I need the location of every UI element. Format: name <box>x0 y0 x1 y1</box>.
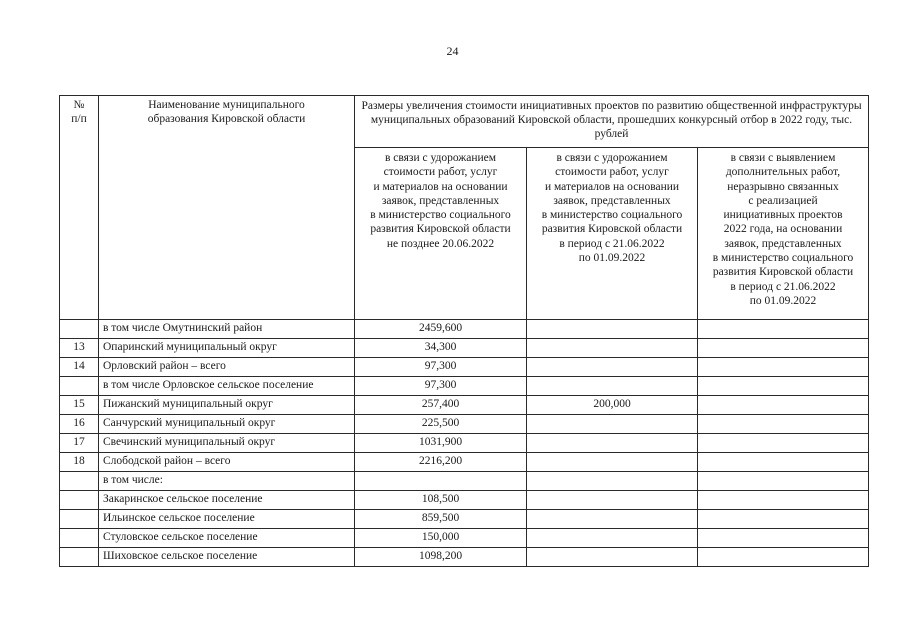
table-row <box>60 320 869 339</box>
row-municipality-name: Свечинский муниципальный округ <box>99 434 355 453</box>
row-value-before-20-06: 257,400 <box>355 396 527 415</box>
row-value-before-20-06: 34,300 <box>355 339 527 358</box>
table-row <box>60 529 869 548</box>
table-row <box>60 358 869 377</box>
row-value-before-20-06: 150,000 <box>355 529 527 548</box>
row-value-before-20-06: 2216,200 <box>355 453 527 472</box>
row-value-additional-works <box>698 396 869 415</box>
row-municipality-name: Ильинское сельское поселение <box>99 510 355 529</box>
row-value-21-06-to-01-09 <box>527 510 698 529</box>
table-row <box>60 434 869 453</box>
row-value-before-20-06: 1031,900 <box>355 434 527 453</box>
row-number: 13 <box>60 339 99 358</box>
table-row <box>60 548 869 567</box>
funding-table <box>59 95 869 567</box>
row-value-before-20-06: 108,500 <box>355 491 527 510</box>
table-row <box>60 377 869 396</box>
row-value-21-06-to-01-09 <box>527 377 698 396</box>
row-value-21-06-to-01-09 <box>527 434 698 453</box>
row-value-before-20-06: 97,300 <box>355 358 527 377</box>
row-value-before-20-06: 1098,200 <box>355 548 527 567</box>
row-value-21-06-to-01-09 <box>527 529 698 548</box>
row-municipality-name: в том числе: <box>99 472 355 491</box>
row-municipality-name: Закаринское сельское поселение <box>99 491 355 510</box>
row-value-additional-works <box>698 320 869 339</box>
row-number <box>60 320 99 339</box>
row-municipality-name: Стуловское сельское поселение <box>99 529 355 548</box>
row-value-21-06-to-01-09 <box>527 491 698 510</box>
row-number: 18 <box>60 453 99 472</box>
row-number: 16 <box>60 415 99 434</box>
row-number <box>60 510 99 529</box>
row-value-additional-works <box>698 453 869 472</box>
row-value-additional-works <box>698 529 869 548</box>
row-value-additional-works <box>698 339 869 358</box>
table-row <box>60 491 869 510</box>
row-number: 15 <box>60 396 99 415</box>
page-number: 24 <box>446 44 459 58</box>
row-number: 17 <box>60 434 99 453</box>
header-sub-before-20-06: в связи с удорожанием стоимости работ, услуг и материалов на основании заявок, представленных в министерство социального развития Кировской области не позднее 20.06.2022 <box>355 148 527 320</box>
row-municipality-name: Орловский район – всего <box>99 358 355 377</box>
row-value-additional-works <box>698 491 869 510</box>
row-value-before-20-06: 225,500 <box>355 415 527 434</box>
row-municipality-name: Санчурский муниципальный округ <box>99 415 355 434</box>
table-row <box>60 453 869 472</box>
row-value-21-06-to-01-09 <box>527 339 698 358</box>
row-value-additional-works <box>698 510 869 529</box>
row-municipality-name: Опаринский муниципальный округ <box>99 339 355 358</box>
row-number <box>60 529 99 548</box>
row-municipality-name: в том числе Орловское сельское поселение <box>99 377 355 396</box>
row-value-before-20-06: 859,500 <box>355 510 527 529</box>
row-value-21-06-to-01-09 <box>527 320 698 339</box>
header-cost-increase: Размеры увеличения стоимости инициативных проектов по развитию общественной инфраструктуры муниципальных образований Кировской области, прошедших конкурсный отбор в 2022 году, тыс. рублей <box>355 96 869 148</box>
row-municipality-name: в том числе Омутнинский район <box>99 320 355 339</box>
row-municipality-name: Шиховское сельское поселение <box>99 548 355 567</box>
row-value-before-20-06 <box>355 472 527 491</box>
row-value-additional-works <box>698 377 869 396</box>
table-row <box>60 510 869 529</box>
row-value-21-06-to-01-09: 200,000 <box>527 396 698 415</box>
row-number <box>60 377 99 396</box>
row-value-additional-works <box>698 472 869 491</box>
row-value-additional-works <box>698 548 869 567</box>
row-municipality-name: Слободской район – всего <box>99 453 355 472</box>
row-value-21-06-to-01-09 <box>527 472 698 491</box>
row-value-before-20-06: 97,300 <box>355 377 527 396</box>
table-row <box>60 415 869 434</box>
row-value-21-06-to-01-09 <box>527 358 698 377</box>
header-number: № п/п <box>60 96 99 320</box>
row-number <box>60 491 99 510</box>
row-number: 14 <box>60 358 99 377</box>
row-value-21-06-to-01-09 <box>527 453 698 472</box>
table-row <box>60 339 869 358</box>
row-value-additional-works <box>698 434 869 453</box>
row-value-before-20-06: 2459,600 <box>355 320 527 339</box>
header-municipality-name: Наименование муниципального образования Кировской области <box>99 96 355 320</box>
row-value-additional-works <box>698 415 869 434</box>
table-row <box>60 472 869 491</box>
row-value-21-06-to-01-09 <box>527 415 698 434</box>
row-number <box>60 472 99 491</box>
row-value-additional-works <box>698 358 869 377</box>
row-municipality-name: Пижанский муниципальный округ <box>99 396 355 415</box>
header-sub-additional-works: в связи с выявлением дополнительных работ, неразрывно связанных с реализацией инициативных проектов 2022 года, на основании заявок, представленных в министерство социального развития Кировской области в период с 21.06.2022 по 01.09.2022 <box>698 148 869 320</box>
row-number <box>60 548 99 567</box>
row-value-21-06-to-01-09 <box>527 548 698 567</box>
header-sub-21-06-to-01-09: в связи с удорожанием стоимости работ, услуг и материалов на основании заявок, представленных в министерство социального развития Кировской области в период с 21.06.2022 по 01.09.2022 <box>527 148 698 320</box>
table-row <box>60 396 869 415</box>
